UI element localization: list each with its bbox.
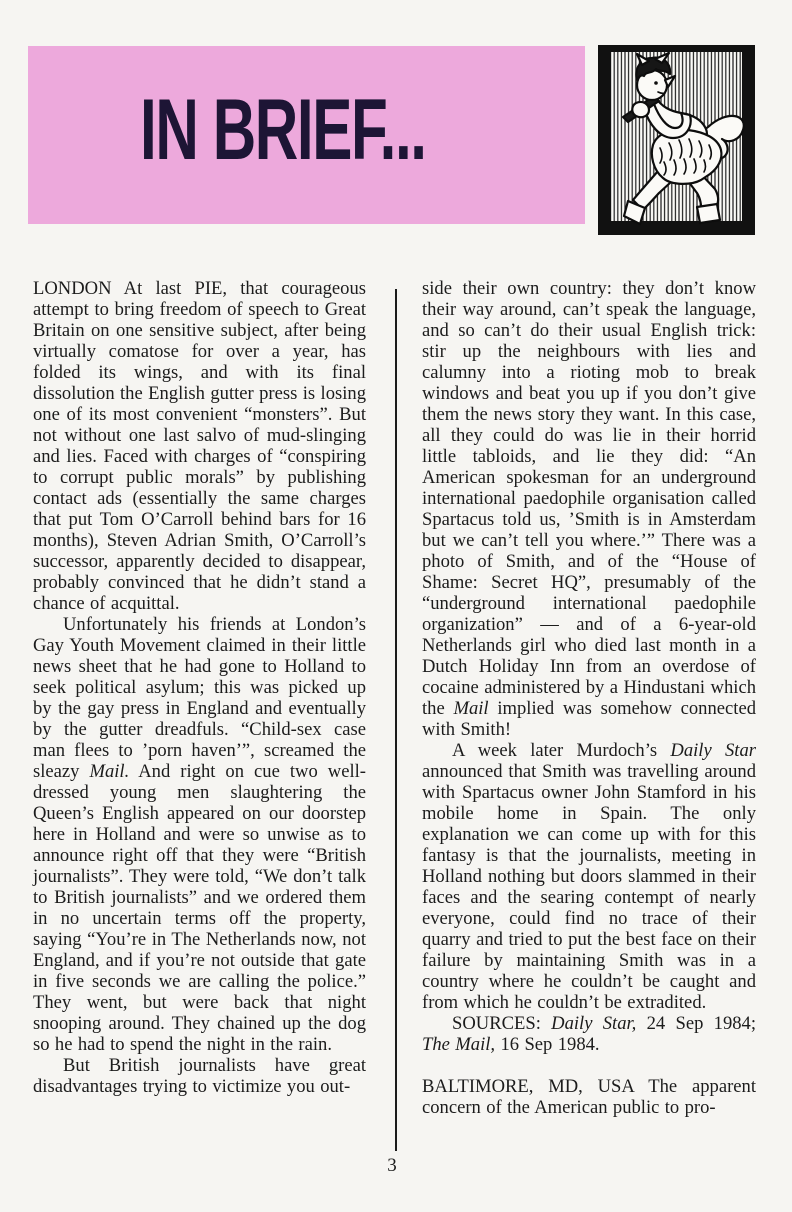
text-run: And right on cue two well-dressed young men slaughtering the Queen’s English appeared on our doorstep here in Holland and were so unwise as to announce right off that they were “British journalists”. They were told, “We don’t talk to British journalists” and we ordered them in no uncertain terms off the property, saying “You’re in The Netherlands now, not England, and if you’re not outside that gate in five seconds we are calling the police.” They went, but were back that night snooping around. They chained up the dog so he had to spend the night in the rain. bbox=[33, 761, 366, 1055]
italic-text-run: Mail. bbox=[89, 761, 130, 782]
in-brief-banner bbox=[28, 46, 585, 224]
text-run: 16 Sep 1984. bbox=[495, 1034, 600, 1055]
page-number: 3 bbox=[387, 1155, 397, 1176]
faun-woodcut-image bbox=[598, 45, 755, 235]
text-run: BALTIMORE, MD, USA The apparent concern of the American public to pro- bbox=[422, 1076, 756, 1118]
italic-text-run: Daily Star, bbox=[551, 1013, 637, 1034]
italic-text-run: Mail bbox=[453, 698, 489, 719]
article-column-left bbox=[33, 278, 366, 1097]
text-run: Unfortunately his friends at London’s Gay Youth Movement claimed in their little news sheet that he had gone to Holland to seek political asylum; this was picked up by the gay press in England and eventually by the gutter dreadfuls. “Child-sex case man flees to ’porn haven’”, screamed the sleazy bbox=[33, 614, 366, 782]
text-run: But British journalists have great disadvantages trying to victimize you out- bbox=[33, 1055, 366, 1097]
text-run: A week later Murdoch’s bbox=[452, 740, 671, 761]
text-run: 24 Sep 1984; bbox=[636, 1013, 756, 1034]
text-run: SOURCES: bbox=[452, 1013, 552, 1034]
italic-text-run: The Mail, bbox=[422, 1034, 496, 1055]
faun-illustration bbox=[598, 45, 755, 235]
text-run: implied was somehow connected with Smith! bbox=[422, 698, 756, 740]
paragraph bbox=[422, 740, 756, 1013]
banner-title: IN BRIEF... bbox=[140, 82, 426, 178]
paragraph bbox=[422, 278, 756, 740]
paragraph bbox=[33, 1055, 366, 1097]
column-divider-rule bbox=[395, 289, 397, 1151]
text-run: announced that Smith was travelling around with Spartacus owner John Stamford in his mobile home in Spain. The only explanation we can come up with for this fantasy is that the journalists, meeting in Holland nothing but doors slammed in their faces and the searing contempt of nearly everyone, could find no trace of their quarry and tried to put the best face on their failure by maintaining Smith was in a country where he couldn’t be caught and from which he couldn’t be extradited. bbox=[422, 761, 756, 1013]
paragraph bbox=[422, 1076, 756, 1118]
text-run: side their own country: they don’t know their way around, can’t speak the language, and so can’t do their usual English trick: stir up the neighbours with lies and calumny into a rioting mob to break windows and beat you up if you don’t give them the news story they want. In this case, all they could do was lie in their horrid little tabloids, and lie they did: “An American spokesman for an underground international paedophile organisation called Spartacus told us, ’Smith is in Amsterdam but we can’t tell you where.’” There was a photo of Smith, and of the “House of Shame: Secret HQ”, presumably of the “underground international paedophile organization” — and of a 6-year-old Netherlands girl who died last month in a Dutch Holiday Inn from an overdose of cocaine administered by a Hindustani which the bbox=[422, 278, 756, 719]
paragraph bbox=[33, 614, 366, 1055]
paragraph bbox=[422, 1013, 756, 1055]
paragraph bbox=[33, 278, 366, 614]
italic-text-run: Daily Star bbox=[670, 740, 756, 761]
text-run: LONDON At last PIE, that courageous attempt to bring freedom of speech to Great Britain on one sensitive subject, after being virtually comatose for over a year, has folded its wings, and with its final dissolution the English gutter press is losing one of its most convenient “monsters”. But not without one last salvo of mud-slinging and lies. Faced with charges of “conspiring to corrupt public morals” by publishing contact ads (essentially the same charges that put Tom O’Carroll behind bars for 16 months), Steven Adrian Smith, O’Carroll’s successor, apparently decided to disappear, probably convinced that he didn’t stand a chance of acquittal. bbox=[33, 278, 366, 614]
article-column-right bbox=[422, 278, 756, 1118]
